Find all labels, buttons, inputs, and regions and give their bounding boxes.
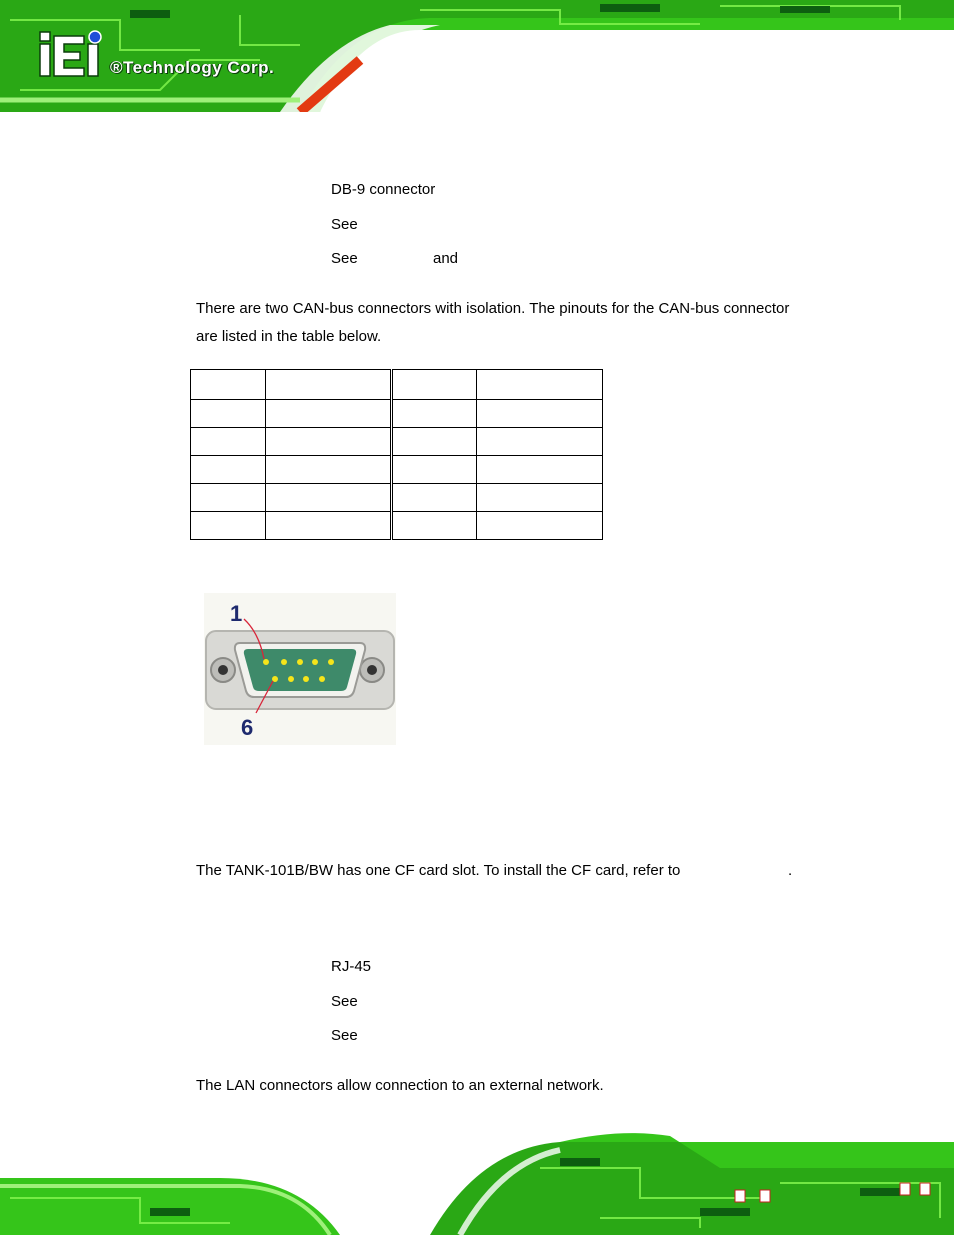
lan-location-value: See (331, 993, 358, 1010)
table-cell (392, 400, 477, 428)
table-cell (392, 456, 477, 484)
table-row (191, 428, 603, 456)
table-cell (266, 484, 392, 512)
table-cell (392, 428, 477, 456)
table-cell (266, 370, 392, 400)
can-location-value: See (331, 216, 358, 233)
table-row (191, 456, 603, 484)
table-cell (266, 428, 392, 456)
table-cell (191, 400, 266, 428)
lan-pinouts-value: See (331, 1027, 358, 1044)
lan-connector-type-value: RJ-45 (331, 958, 372, 975)
db9-connector-image (204, 593, 396, 745)
table-header-row (191, 370, 603, 400)
page-header-banner (0, 0, 954, 112)
table-cell (477, 370, 603, 400)
table-cell (266, 456, 392, 484)
table-row (191, 512, 603, 540)
cf-paragraph: The TANK-101B/BW has one CF card slot. To install the CF card, refer to (196, 862, 681, 879)
table-cell (477, 400, 603, 428)
table-row (191, 400, 603, 428)
iei-logo-mark (38, 30, 108, 80)
table-cell (392, 370, 477, 400)
table-cell (191, 484, 266, 512)
company-name: ®Technology Corp. (110, 58, 275, 77)
circuit-board-footer-graphic (0, 1128, 954, 1235)
circuit-board-header-graphic (0, 0, 954, 112)
can-connector-type-value: DB-9 connector (331, 181, 436, 198)
table-cell (477, 456, 603, 484)
table-cell (392, 484, 477, 512)
cf-paragraph-end: . (788, 862, 793, 879)
table-cell (191, 512, 266, 540)
table-row (191, 484, 603, 512)
pin6-label: 6 (241, 715, 254, 740)
can-pinout-table (190, 369, 603, 540)
lan-paragraph: The LAN connectors allow connection to an external network. (196, 1077, 604, 1094)
pin1-label: 1 (230, 601, 243, 626)
can-pinouts-see: See (331, 250, 358, 267)
table-cell (191, 456, 266, 484)
table-cell (477, 428, 603, 456)
table-cell (392, 512, 477, 540)
db9-connector-figure (204, 593, 396, 745)
table-cell (191, 428, 266, 456)
page-footer-banner (0, 1128, 954, 1235)
can-pinouts-and: and (433, 250, 459, 267)
table-cell (477, 512, 603, 540)
table-cell (191, 370, 266, 400)
can-paragraph-line2: are listed in the table below. (196, 328, 382, 345)
table-cell (477, 484, 603, 512)
can-paragraph-line1: There are two CAN-bus connectors with isolation. The pinouts for the CAN-bus connector (196, 300, 790, 317)
table-cell (266, 512, 392, 540)
table-cell (266, 400, 392, 428)
